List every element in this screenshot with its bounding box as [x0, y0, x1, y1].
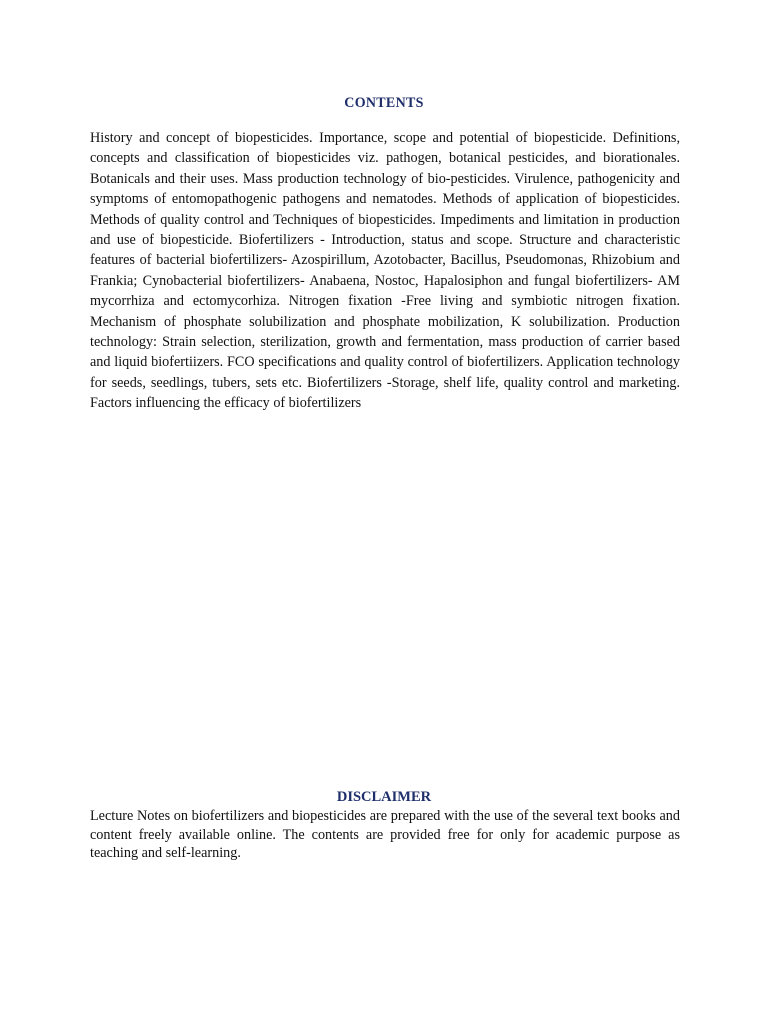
contents-heading: CONTENTS — [344, 95, 424, 112]
contents-paragraph: History and concept of biopesticides. Importance, scope and potential of biopesticide. Definitions, concepts and classification of biopesticides viz. pathogen, botanical pesticides, and biorationales. Botanicals and their uses. Mass production technology of bio-pesticides. Virulence, pathogenicity and symptoms of entomopathogenic pathogens and nematodes. Methods of application of biopesticides. Methods of quality control and Techniques of biopesticides. Impediments and limitation in production and use of biopesticide. Biofertilizers - Introduction, status and scope. Structure and characteristic features of bacterial biofertilizers- Azospirillum, Azotobacter, Bacillus, Pseudomonas, Rhizobium and Frankia; Cynobacterial biofertilizers- Anabaena, Nostoc, Hapalosiphon and fungal biofertilizers- AM mycorrhiza and ectomycorhiza. Nitrogen fixation -Free living and symbiotic nitrogen fixation. Mechanism of phosphate solubilization and phosphate mobilization, K solubilization. Production technology: Strain selection, sterilization, growth and fermentation, mass production of carrier based and liquid biofertiizers. FCO specifications and quality control of biofertilizers. Application technology for seeds, seedlings, tubers, sets etc. Biofertilizers -Storage, shelf life, quality control and marketing. Factors influencing the efficacy of biofertilizers — [90, 130, 680, 412]
disclaimer-paragraph: Lecture Notes on biofertilizers and biopesticides are prepared with the use of the several text books and content freely available online. The contents are provided free for only for academic purpose as teaching and self-learning. — [90, 808, 680, 861]
disclaimer-heading: DISCLAIMER — [336, 789, 432, 805]
